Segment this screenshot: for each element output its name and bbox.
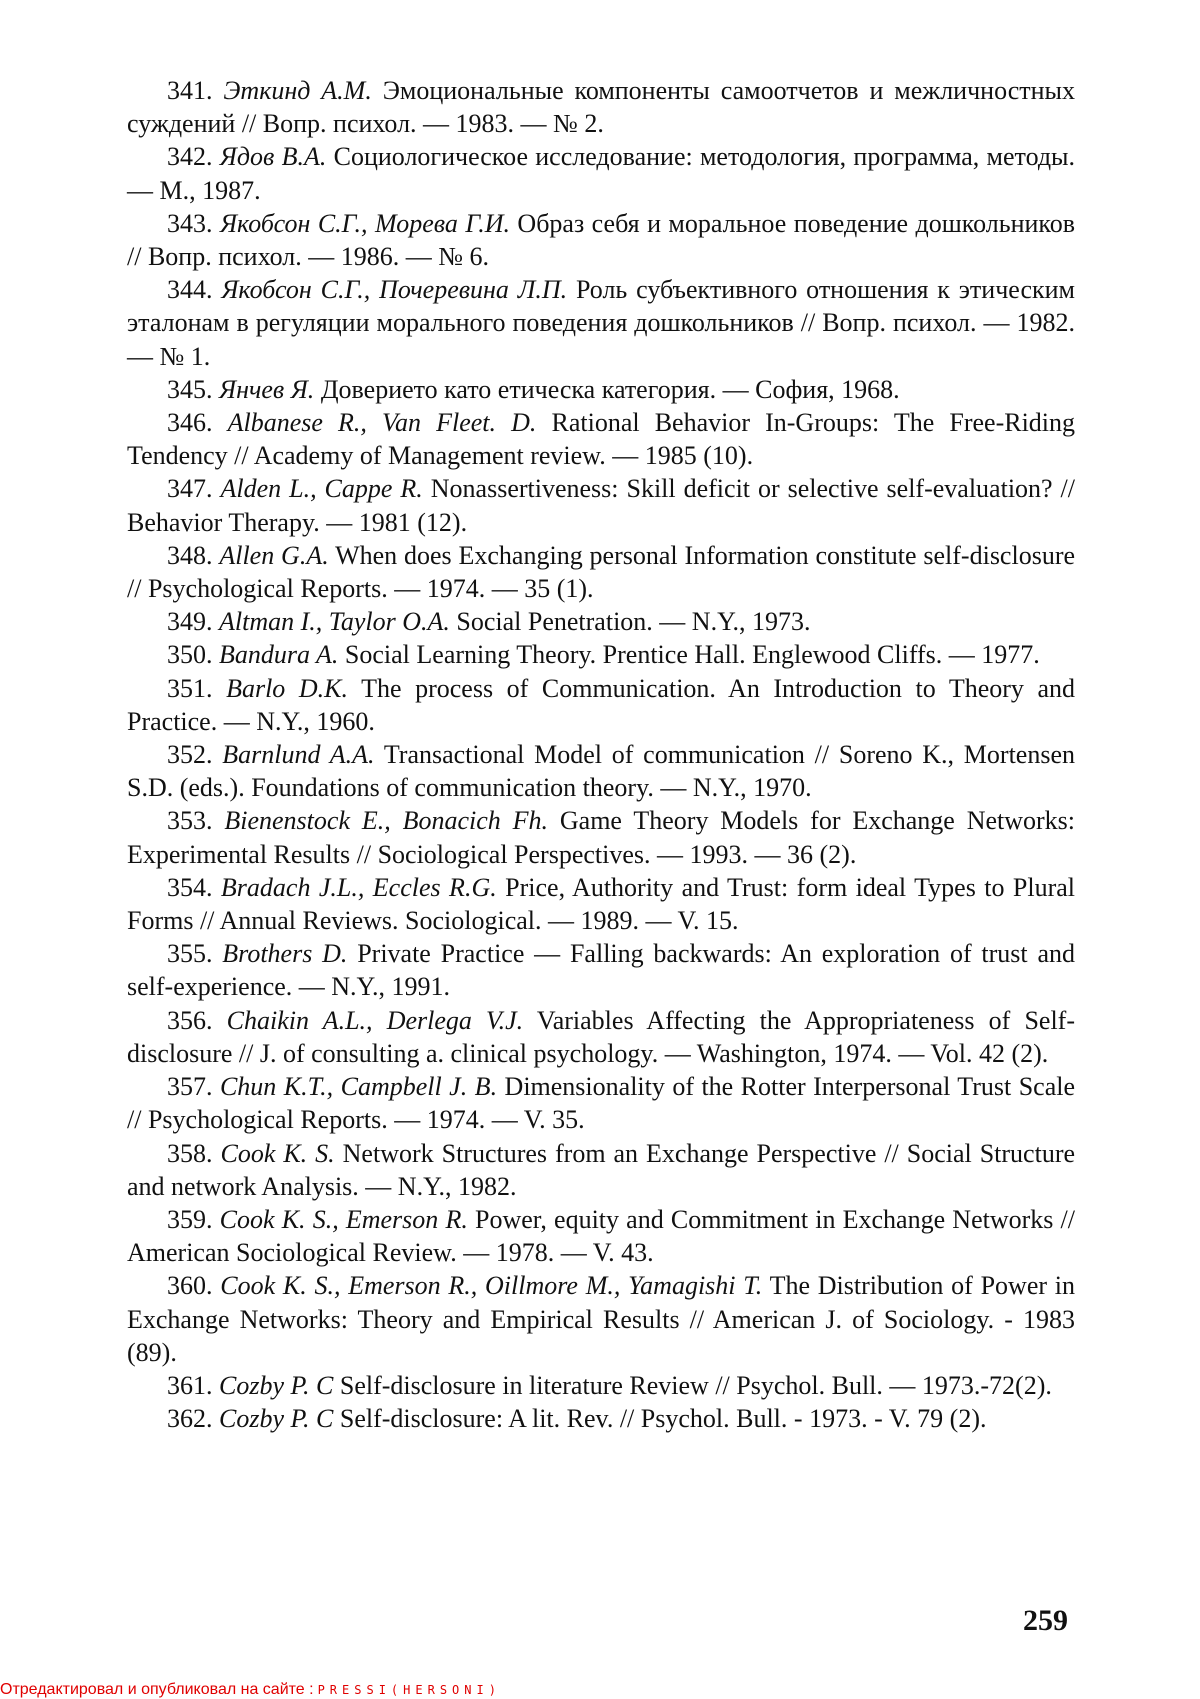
bibliography-entry xyxy=(127,1004,1075,1070)
entry-authors: Brothers D. xyxy=(222,939,348,969)
entry-number: 358. xyxy=(167,1138,213,1168)
entry-number: 342. xyxy=(167,142,213,172)
entry-authors: Allen G.A. xyxy=(219,540,329,570)
entry-authors: Bradach J.L., Eccles R.G. xyxy=(220,872,497,902)
entry-text: Dimensionality of the Rotter Interpersonal Trust Scale // Psychological Reports. — 1974. — V. 35. xyxy=(127,1072,1076,1135)
entry-text: Game Theory Models for Exchange Networks: Experimental Results // Sociological Perspectives. — 1993. — 36 (2). xyxy=(127,806,1076,869)
bibliography-entry xyxy=(127,539,1075,605)
entry-authors: Bandura A. xyxy=(219,640,339,670)
entry-authors: Chun K.T., Campbell J. B. xyxy=(219,1072,498,1102)
entry-number: 350. xyxy=(167,640,213,670)
bibliography-entry xyxy=(127,1070,1075,1136)
entry-authors: Cook K. S., Emerson R., Oillmore M., Yamagishi T. xyxy=(220,1271,763,1301)
entry-authors: Ядов В.А. xyxy=(219,142,327,172)
bibliography-entry xyxy=(127,140,1075,206)
entry-number: 356. xyxy=(167,1005,213,1035)
entry-number: 357. xyxy=(167,1072,213,1102)
entry-text: Rational Behavior In-Groups: The Free-Riding Tendency // Academy of Management review. — 1985 (10). xyxy=(127,408,1076,471)
entry-number: 355. xyxy=(167,939,213,969)
entry-text: Price, Authority and Trust: form ideal Types to Plural Forms // Annual Reviews. Sociological. — 1989. — V. 15. xyxy=(127,872,1075,936)
entry-text: Эмоциональные компоненты самоотчетов и межличностных суждений // Вопр. психол. — 1983. — № 2. xyxy=(127,76,1076,139)
entry-number: 345. xyxy=(167,374,213,404)
bibliography-entry xyxy=(127,373,1075,406)
entry-number: 351. xyxy=(167,673,213,703)
bibliography-entry xyxy=(127,1203,1075,1269)
entry-text: Social Penetration. — N.Y., 1973. xyxy=(456,607,811,637)
entry-authors: Albanese R., Van Fleet. D. xyxy=(227,408,537,438)
bibliography-list xyxy=(127,74,1075,1435)
entry-authors: Янчев Я. xyxy=(219,374,315,404)
entry-number: 361. xyxy=(167,1370,213,1400)
entry-number: 354. xyxy=(167,872,213,902)
bibliography-entry xyxy=(127,1369,1075,1402)
entry-text: The process of Communication. An Introduction to Theory and Practice. — N.Y., 1960. xyxy=(127,673,1076,736)
entry-authors: Cook K. S., Emerson R. xyxy=(219,1204,468,1234)
bibliography-entry xyxy=(127,273,1075,373)
entry-authors: Эткинд А.М. xyxy=(223,76,372,105)
entry-text: Social Learning Theory. Prentice Hall. Englewood Cliffs. — 1977. xyxy=(344,640,1040,670)
entry-number: 343. xyxy=(167,208,213,238)
bibliography-entry xyxy=(127,804,1075,870)
entry-number: 352. xyxy=(167,740,213,770)
entry-number: 346. xyxy=(167,408,213,438)
footer-label: Отредактировал и опубликовал на сайте : xyxy=(0,1681,314,1698)
entry-authors: Alden L., Cappe R. xyxy=(220,474,423,504)
entry-text: Private Practice — Falling backwards: An exploration of trust and self-experience. — N.Y., 1991. xyxy=(127,939,1075,1002)
bibliography-entry xyxy=(127,207,1075,273)
bibliography-entry xyxy=(127,638,1075,671)
entry-number: 349. xyxy=(167,607,213,637)
entry-number: 344. xyxy=(167,275,213,305)
entry-authors: Cook K. S. xyxy=(220,1138,335,1168)
entry-number: 359. xyxy=(167,1204,213,1234)
entry-authors: Altman I., Taylor O.A. xyxy=(219,607,450,637)
entry-text: Доверието като етическа категория. — София, 1968. xyxy=(320,374,900,404)
entry-text: The Distribution of Power in Exchange Networks: Theory and Empirical Results // American J. of Sociology. - 1983 (89). xyxy=(127,1271,1075,1367)
footer-credit xyxy=(0,1681,501,1699)
entry-text: Variables Affecting the Appropriateness of Self-disclosure // J. of consulting a. clinical psychology. — Washington, 1974. — Vol. 42 (2). xyxy=(127,1005,1076,1068)
entry-text: Nonassertiveness: Skill deficit or selective self-evaluation? // Behavior Therapy. — 1981 (12). xyxy=(127,474,1076,537)
entry-authors: Barnlund A.A. xyxy=(222,740,375,770)
entry-number: 362. xyxy=(167,1404,213,1434)
bibliography-entry xyxy=(127,1402,1075,1435)
entry-text: Self-disclosure: A lit. Rev. // Psychol. Bull. - 1973. - V. 79 (2). xyxy=(339,1404,987,1434)
entry-text: Self-disclosure in literature Review // Psychol. Bull. — 1973.-72(2). xyxy=(339,1370,1052,1400)
bibliography-entry xyxy=(127,605,1075,638)
entry-authors: Cozby P. C xyxy=(219,1370,334,1400)
entry-authors: Barlo D.K. xyxy=(226,673,348,703)
entry-text: Социологическое исследование: методология, программа, методы. — М., 1987. xyxy=(127,142,1076,205)
entry-authors: Cozby P. C xyxy=(219,1404,334,1434)
entry-authors: Якобсон С.Г., Почеревина Л.П. xyxy=(221,275,568,305)
entry-number: 353. xyxy=(167,806,213,836)
entry-text: When does Exchanging personal Information constitute self-disclosure // Psychological Reports. — 1974. — 35 (1). xyxy=(127,540,1076,604)
entry-text: Power, equity and Commitment in Exchange Networks // American Sociological Review. — 1978. — V. 43. xyxy=(127,1204,1075,1268)
entry-authors: Якобсон С.Г., Морева Г.И. xyxy=(219,208,510,238)
bibliography-entry xyxy=(127,406,1075,472)
bibliography-entry xyxy=(127,74,1075,140)
footer-site: PRESSI(HERSONI) xyxy=(317,1683,501,1697)
bibliography-entry xyxy=(127,672,1075,738)
entry-number: 341. xyxy=(167,76,213,105)
page-number: 259 xyxy=(1023,1604,1068,1637)
entry-number: 347. xyxy=(167,474,213,504)
bibliography-entry xyxy=(127,1137,1075,1203)
entry-authors: Bienenstock E., Bonacich Fh. xyxy=(224,806,549,836)
entry-number: 360. xyxy=(167,1271,213,1301)
entry-authors: Chaikin A.L., Derlega V.J. xyxy=(226,1005,524,1035)
entry-number: 348. xyxy=(167,540,213,570)
entry-text: Network Structures from an Exchange Perspective // Social Structure and network Analysis. — N.Y., 1982. xyxy=(127,1138,1076,1201)
bibliography-entry xyxy=(127,738,1075,804)
bibliography-entry xyxy=(127,937,1075,1003)
entry-text: Образ себя и моральное поведение дошкольников // Вопр. психол. — 1986. — № 6. xyxy=(127,208,1075,272)
bibliography-entry xyxy=(127,871,1075,937)
entry-text: Transactional Model of communication // Soreno K., Mortensen S.D. (eds.). Foundations of communication theory. — N.Y., 1970. xyxy=(127,740,1075,803)
bibliography-entry xyxy=(127,472,1075,538)
bibliography-entry xyxy=(127,1269,1075,1369)
entry-text: Роль субъективного отношения к этическим эталонам в регуляции морального поведения дошкольников // Вопр. психол. — 1982. — № 1. xyxy=(127,275,1075,371)
